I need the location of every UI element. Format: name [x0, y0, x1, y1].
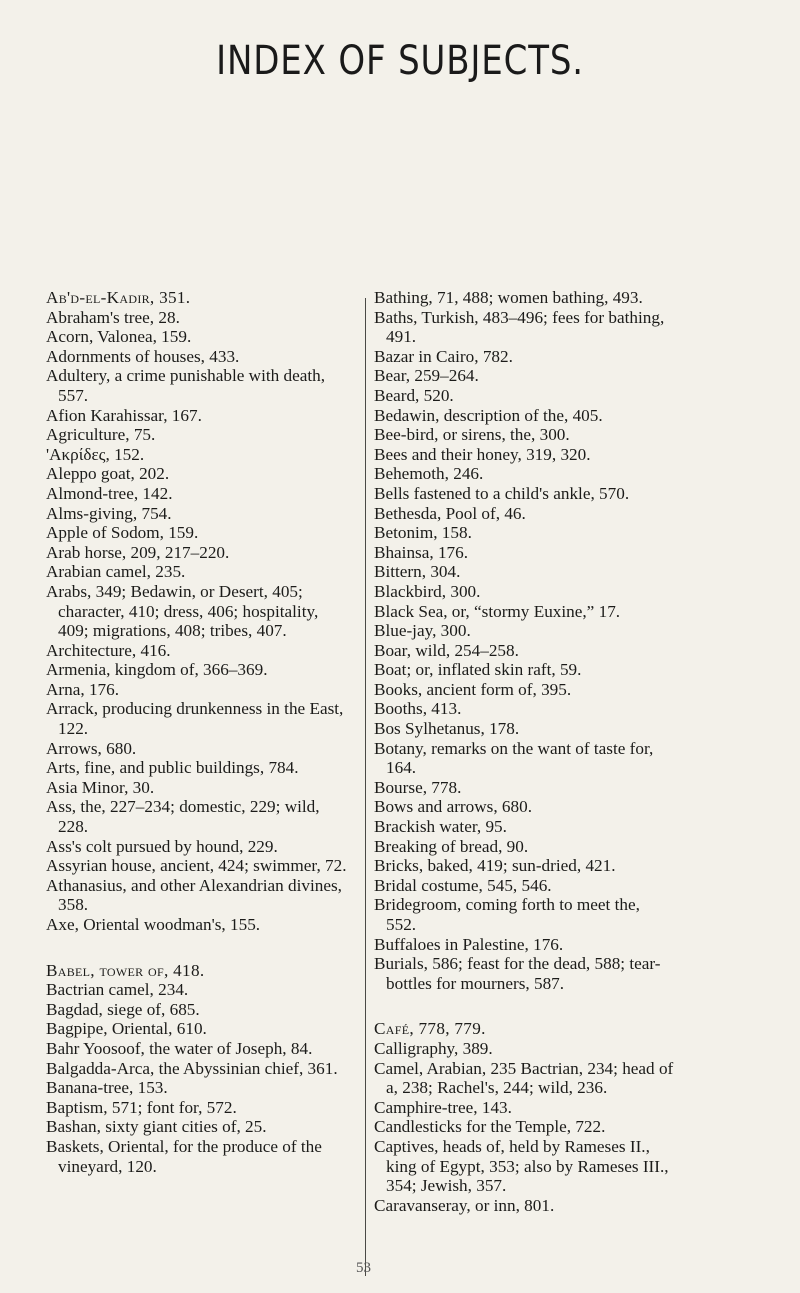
index-entry: Baskets, Oriental, for the produce of the vineyard, 120.	[46, 1136, 322, 1176]
index-entry: Balgadda-Arca, the Abyssinian chief, 361.	[46, 1058, 338, 1078]
section-gap	[374, 993, 674, 1019]
index-entry: Banana-tree, 153.	[46, 1078, 168, 1098]
index-entry: Caravanseray, or inn, 801.	[374, 1195, 555, 1215]
index-entry: Café, 778, 779.	[374, 1019, 486, 1039]
index-entry: Ab'd-el-Kadir, 351.	[46, 288, 191, 307]
index-entry: Arabs, 349; Bedawin, or Desert, 405; character, 410; dress, 406; hospitality, 409; migrations, 408; tribes, 407.	[46, 581, 319, 641]
index-entry: Bourse, 778.	[374, 777, 462, 797]
index-entry: Booths, 413.	[374, 699, 462, 719]
index-entry: Arrows, 680.	[46, 738, 137, 758]
index-entry: Bactrian camel, 234.	[46, 980, 189, 1000]
index-entry: Bethesda, Pool of, 46.	[374, 503, 526, 523]
index-entry: Arts, fine, and public buildings, 784.	[46, 758, 299, 778]
index-entry: Boat; or, inflated skin raft, 59.	[374, 660, 582, 680]
index-entry: Bos Sylhetanus, 178.	[374, 719, 520, 739]
index-entry: Calligraphy, 389.	[374, 1038, 493, 1058]
index-entry: Buffaloes in Palestine, 176.	[374, 934, 564, 954]
index-entry: Bridegroom, coming forth to meet the, 552.	[374, 895, 640, 934]
index-entry: Bittern, 304.	[374, 562, 461, 582]
index-entry: Breaking of bread, 90.	[374, 836, 529, 856]
index-entry: Asia Minor, 30.	[46, 777, 155, 797]
index-entry: Bees and their honey, 319, 320.	[374, 444, 591, 464]
index-entry: Bridal costume, 545, 546.	[374, 875, 552, 895]
index-entry: Agriculture, 75.	[46, 425, 156, 445]
index-entry: Captives, heads of, held by Rameses II., king of Egypt, 353; also by Rameses III., 354; Jewish, 357.	[374, 1136, 669, 1196]
index-entry: Bedawin, description of the, 405.	[374, 405, 603, 425]
index-entry: Almond-tree, 142.	[46, 483, 173, 503]
index-entry: Ass, the, 227–234; domestic, 229; wild, 228.	[46, 797, 320, 837]
index-entry: Candlesticks for the Temple, 722.	[374, 1117, 606, 1137]
index-entry: Books, ancient form of, 395.	[374, 679, 572, 699]
index-entry: Arabian camel, 235.	[46, 562, 186, 582]
index-entry: Apple of Sodom, 159.	[46, 523, 199, 543]
index-entry: Burials, 586; feast for the dead, 588; tear-bottles for mourners, 587.	[374, 954, 661, 993]
index-entry: Arna, 176.	[46, 679, 120, 699]
index-entry: Bear, 259–264.	[374, 366, 479, 386]
column-divider	[365, 298, 366, 1276]
index-entry: Behemoth, 246.	[374, 464, 484, 484]
index-entry: Bathing, 71, 488; women bathing, 493.	[374, 288, 643, 307]
index-entry: Abraham's tree, 28.	[46, 307, 180, 327]
index-entry: Axe, Oriental woodman's, 155.	[46, 915, 261, 934]
index-entry: Armenia, kingdom of, 366–369.	[46, 660, 268, 680]
index-entry: Bagdad, siege of, 685.	[46, 999, 200, 1019]
section-gap	[46, 935, 348, 961]
index-entry: Bagpipe, Oriental, 610.	[46, 1019, 207, 1039]
index-entry: Bows and arrows, 680.	[374, 797, 533, 817]
index-entry: Baths, Turkish, 483–496; fees for bathing, 491.	[374, 307, 665, 347]
index-entry: Arrack, producing drunkenness in the East, 122.	[46, 699, 344, 739]
index-entry: Botany, remarks on the want of taste for, 164.	[374, 738, 654, 778]
index-column-right	[374, 288, 674, 1215]
index-entry: Bhainsa, 176.	[374, 542, 469, 562]
index-entry: Camphire-tree, 143.	[374, 1097, 512, 1117]
index-entry: Brackish water, 95.	[374, 817, 507, 837]
index-entry: Betonim, 158.	[374, 523, 472, 543]
index-entry: Assyrian house, ancient, 424; swimmer, 72.	[46, 856, 347, 876]
index-entry: Afion Karahissar, 167.	[46, 405, 202, 425]
index-column-left	[46, 288, 348, 1176]
index-entry: Baptism, 571; font for, 572.	[46, 1097, 237, 1117]
index-entry: 'Ακρίδες, 152.	[46, 444, 145, 464]
index-entry: Adornments of houses, 433.	[46, 346, 240, 366]
index-entry: Bricks, baked, 419; sun-dried, 421.	[374, 856, 616, 876]
index-entry: Bee-bird, or sirens, the, 300.	[374, 425, 570, 445]
index-entry: Bashan, sixty giant cities of, 25.	[46, 1117, 267, 1137]
index-entry: Alms-giving, 754.	[46, 503, 172, 523]
index-entry: Athanasius, and other Alexandrian divines, 358.	[46, 875, 342, 915]
index-entry: Blackbird, 300.	[374, 581, 481, 601]
index-entry: Camel, Arabian, 235 Bactrian, 234; head of a, 238; Rachel's, 244; wild, 236.	[374, 1058, 674, 1098]
index-entry: Ass's colt pursued by hound, 229.	[46, 836, 278, 856]
index-entry: Arab horse, 209, 217–220.	[46, 542, 230, 562]
index-entry: Bahr Yoosoof, the water of Joseph, 84.	[46, 1038, 313, 1058]
index-entry: Blue-jay, 300.	[374, 621, 471, 641]
index-entry: Boar, wild, 254–258.	[374, 640, 519, 660]
page-title: INDEX OF SUBJECTS.	[216, 38, 584, 84]
index-entry: Bells fastened to a child's ankle, 570.	[374, 483, 630, 503]
index-entry: Black Sea, or, “stormy Euxine,” 17.	[374, 601, 621, 621]
page-number: 53	[356, 1260, 371, 1276]
index-entry: Babel, tower of, 418.	[46, 960, 205, 980]
index-entry: Bazar in Cairo, 782.	[374, 346, 513, 366]
index-entry: Beard, 520.	[374, 385, 454, 405]
index-entry: Acorn, Valonea, 159.	[46, 327, 192, 347]
index-entry: Adultery, a crime punishable with death, 557.	[46, 366, 326, 405]
index-entry: Aleppo goat, 202.	[46, 464, 170, 484]
index-entry: Architecture, 416.	[46, 640, 171, 660]
